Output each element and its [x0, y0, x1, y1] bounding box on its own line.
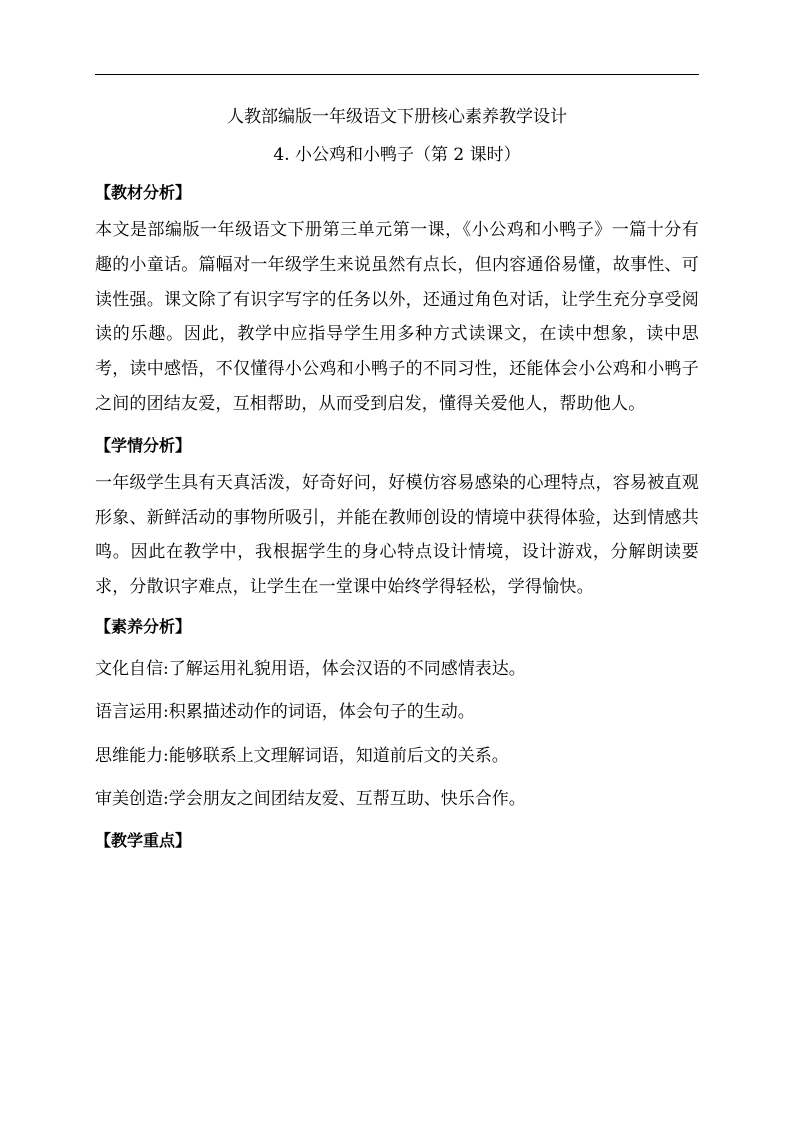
- literacy-item-thinking-ability: 思维能力:能够联系上文理解词语，知道前后文的关系。: [95, 745, 509, 766]
- literacy-item-aesthetic-creation: 审美创造:学会朋友之间团结友爱、互帮互助、快乐合作。: [95, 789, 526, 810]
- textbook-analysis-body: 本文是部编版一年级语文下册第三单元第一课，《小公鸡和小鸭子》一篇十分有趣的小童话。篇幅对一年级学生来说虽然有点长，但内容通俗易懂，故事性、可读性强。课文除了有识字写字的任务以外，还通过角色对话，让学生充分享受阅读的乐趣。因此，教学中应指导学生用多种方式读课文，在读中想象，读中思考，读中感悟，不仅懂得小公鸡和小鸭子的不同习性，还能体会小公鸡和小鸭子之间的团结友爱，互相帮助，从而受到启发，懂得关爱他人，帮助他人。: [95, 220, 699, 414]
- lesson-subtitle: 4. 小公鸡和小鸭子（第 2 课时）: [273, 145, 521, 165]
- literacy-item-cultural-confidence: 文化自信:了解运用礼貌用语，体会汉语的不同感情表达。: [95, 658, 526, 679]
- learner-analysis-body: 一年级学生具有天真活泼，好奇好问，好模仿容易感染的心理特点，容易被直观形象、新鲜活动的事物所吸引，并能在教师创设的情境中获得体验，达到情感共鸣。因此在教学中，我根据学生的身心特点设计情境，设计游戏，分解朗读要求，分散识字难点，让学生在一堂课中始终学得轻松，学得愉快。: [95, 472, 699, 598]
- heading-textbook-analysis: 【教材分析】: [95, 183, 192, 202]
- heading-teaching-focus: 【教学重点】: [95, 830, 192, 850]
- literacy-item-language-use: 语言运用:积累描述动作的词语，体会句子的生动。: [95, 702, 475, 723]
- header-rule: [95, 74, 699, 75]
- heading-literacy-analysis: 【素养分析】: [95, 616, 192, 636]
- document-content: [95, 101, 699, 861]
- heading-learner-analysis: 【学情分析】: [95, 435, 192, 455]
- document-title: 人教部编版一年级语文下册核心素养教学设计: [227, 107, 567, 127]
